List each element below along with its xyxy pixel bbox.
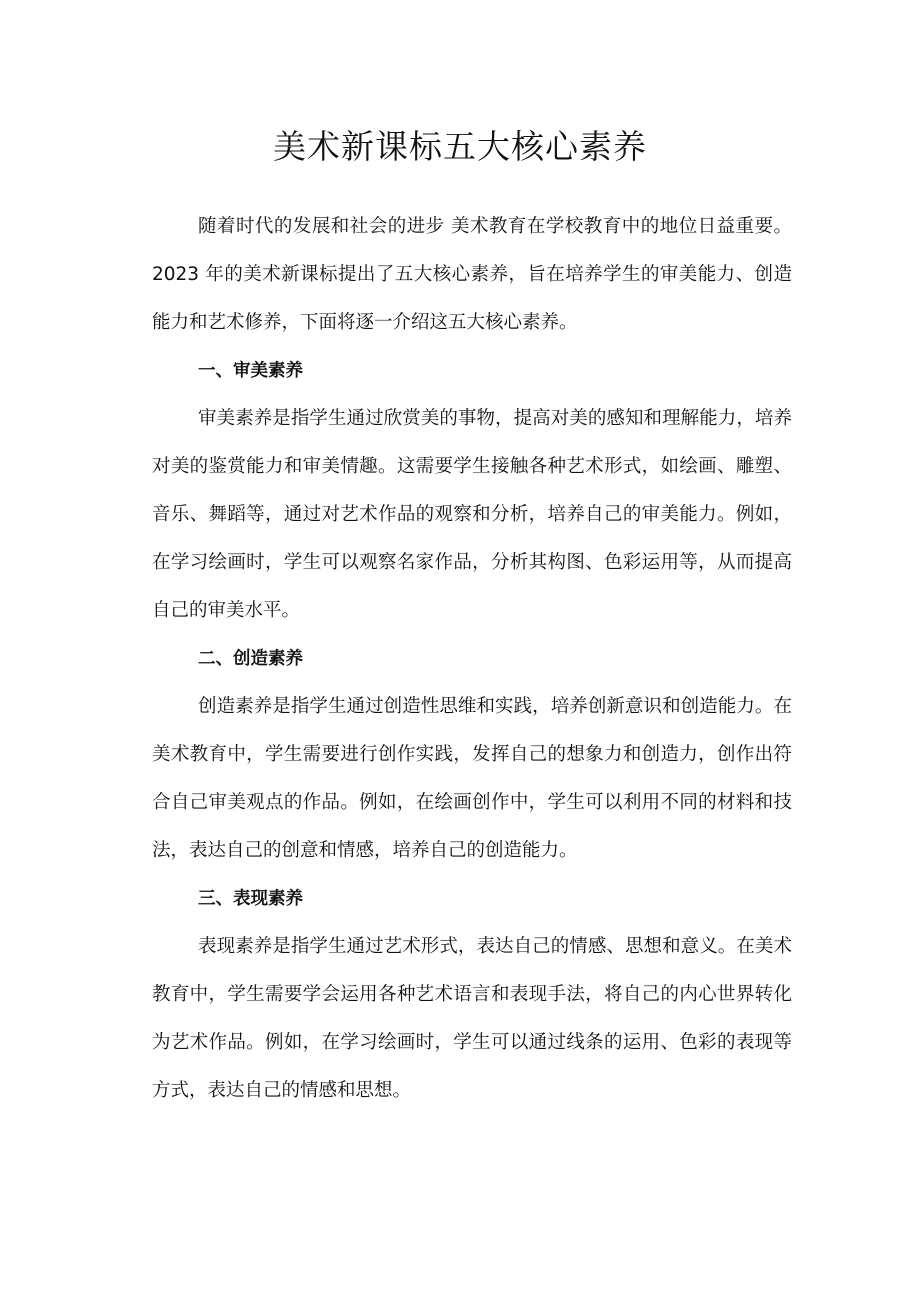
section-paragraph: 审美素养是指学生通过欣赏美的事物，提高对美的感知和理解能力，培养对美的鉴赏能力和审美情趣。这需要学生接触各种艺术形式，如绘画、雕塑、音乐、舞蹈等，通过对艺术作品的观察和分析，培养自己的审美能力。例如，在学习绘画时，学生可以观察名家作品，分析其构图、色彩运用等，从而提高自己的审美水平。 [152,408,792,621]
section-creative [152,635,792,875]
section-paragraph: 表现素养是指学生通过艺术形式，表达自己的情感、思想和意义。在美术教育中，学生需要学会运用各种艺术语言和表现手法，将自己的内心世界转化为艺术作品。例如，在学习绘画时，学生可以通过线条的运用、色彩的表现等方式，表达自己的情感和思想。 [152,936,792,1101]
section-aesthetic [152,347,792,635]
section-heading: 三、表现素养 [198,889,303,909]
section-paragraph: 创造素养是指学生通过创造性思维和实践，培养创新意识和创造能力。在美术教育中，学生需要进行创作实践，发挥自己的想象力和创造力，创作出符合自己审美观点的作品。例如，在绘画创作中，学生可以利用不同的材料和技法，表达自己的创意和情感，培养自己的创造能力。 [152,696,792,861]
section-heading: 二、创造素养 [198,649,303,669]
intro-paragraph: 随着时代的发展和社会的进步 美术教育在学校教育中的地位日益重要。2023 年的美术新课标提出了五大核心素养，旨在培养学生的审美能力、创造能力和艺术修养，下面将逐一介绍这五大核心素养。 [152,216,792,333]
section-heading: 一、审美素养 [198,361,303,381]
section-expression [152,875,792,1115]
page-title: 美术新课标五大核心素养 [273,127,647,166]
document-body [152,203,792,1115]
